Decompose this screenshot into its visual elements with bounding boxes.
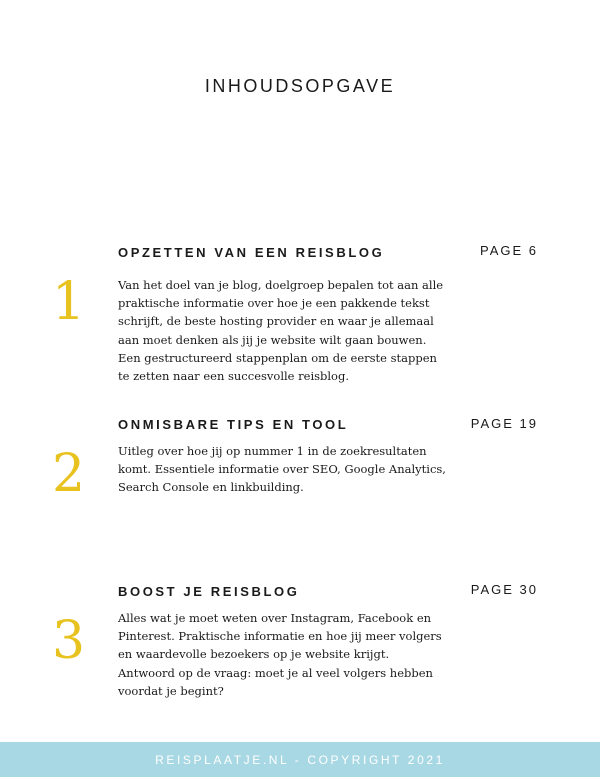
section-heading: ONMISBARE TIPS EN TOOL [118, 417, 349, 432]
section-heading: BOOST JE REISBLOG [118, 584, 300, 599]
section-page: PAGE 30 [470, 582, 538, 597]
section-page: PAGE 19 [470, 416, 538, 431]
section-number: 1 [52, 272, 86, 332]
section-page: PAGE 6 [479, 243, 538, 258]
section-description: Alles wat je moet weten over Instagram, Facebook en Pinterest. Praktische informatie en hoe jij meer volgers en waardevolle bezoekers op je website krijgt. Antwoord op de vraag: moet je al veel volgers hebben voordat je begint? [118, 611, 442, 698]
section-description: Van het doel van je blog, doelgroep bepalen tot aan alle praktische informatie over hoe je een pakkende tekst schrijft, de beste hosting provider en waar je allemaal aan moet denken als jij je website wilt gaan bouwen. Een gestructureerd stappenplan om de eerste stappen te zetten naar een succesvolle reisblog. [118, 278, 444, 384]
section-number: 3 [52, 611, 86, 671]
section-heading: OPZETTEN VAN EEN REISBLOG [118, 245, 385, 260]
footer-copyright: REISPLAATJE.NL - COPYRIGHT 2021 [155, 753, 445, 767]
footer-bar [0, 742, 600, 777]
section-description: Uitleg over hoe jij op nummer 1 in de zoekresultaten komt. Essentiele informatie over SEO, Google Analytics, Search Console en linkbuilding. [118, 444, 446, 495]
page-title: INHOUDSOPGAVE [204, 76, 396, 96]
section-number: 2 [52, 444, 86, 504]
